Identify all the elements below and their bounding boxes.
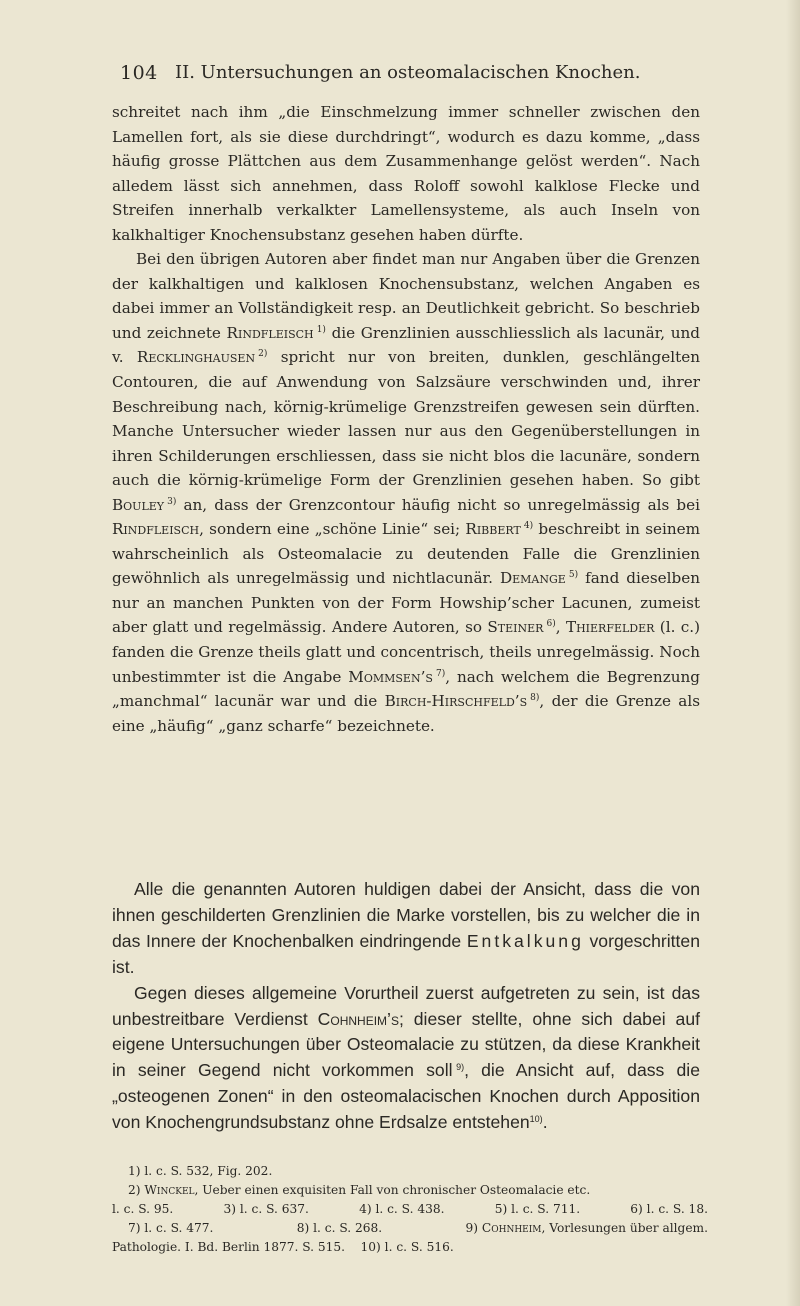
footnote-ref: 2) <box>258 349 268 360</box>
footnotes <box>112 1162 708 1257</box>
footnote-10: 10) l. c. S. 516. <box>360 1240 454 1255</box>
footnote-2-ref: l. c. S. 95. <box>112 1202 174 1217</box>
footnote-9: 9) Cohnheim, Vorlesungen über allgem. <box>465 1221 708 1236</box>
footnote-ref: 5) <box>568 570 579 581</box>
footnote-8: 8) l. c. S. 268. <box>296 1221 383 1236</box>
author-name: Steiner <box>487 618 544 637</box>
footnote-ref: 3) <box>167 496 177 507</box>
footnote-row <box>112 1219 708 1238</box>
author-name: Ribbert <box>465 520 521 539</box>
author-name: Birch-Hirschfeld’s <box>384 692 528 711</box>
footnote-ref: 10) <box>529 1114 543 1125</box>
author-name: Demange <box>499 569 566 588</box>
paragraph-1: schreitet nach ihm „die Einschmelzung immer schneller zwischen den Lamellen fort, als sie diese durchdringt“, wodurch es dazu komme, „dass häufig grosse Plättchen aus dem Zusammenhange gelöst werden“. Nach alledem lässt sich annehmen, dass Roloff sowohl kalklose Flecke und Streifen innerhalb verkalkter Lamellensysteme, als auch Inseln von kalkhaltiger Knochensubstanz gesehen haben dürfte. <box>112 103 700 244</box>
body-text <box>112 100 700 738</box>
footnote-6: 6) l. c. S. 18. <box>630 1202 708 1217</box>
footnote-ref: 1) <box>316 324 326 335</box>
footnote-ref: 7) <box>435 668 446 679</box>
footnote-row <box>112 1200 708 1219</box>
author-name: Cohnheim’s <box>317 1008 399 1029</box>
footnote-ref: 4) <box>523 521 534 532</box>
footnote-1: 1) l. c. S. 532, Fig. 202. <box>128 1164 273 1178</box>
footnote-ref: 6) <box>546 619 556 630</box>
footnote-9-cont: Pathologie. I. Bd. Berlin 1877. S. 515. <box>112 1240 346 1255</box>
paragraph-3: Alle die genannten Autoren huldigen dabei der Ansicht, dass die von ihnen geschilderten Grenzlinien die Marke vorstellen, bis zu welcher die in das Innere der Knochenbalken eindringende Entkalkung vorgeschritten ist. <box>112 879 701 977</box>
footnote-5: 5) l. c. S. 711. <box>494 1202 581 1217</box>
emphasized-word: Entkalkung <box>466 930 584 951</box>
author-name: Recklinghausen <box>136 348 256 367</box>
author-name: Rindfleisch <box>112 520 200 539</box>
footnote-2: 2) Winckel, Ueber einen exquisiten Fall von chronischer Osteomalacie etc. <box>128 1183 591 1198</box>
author-name: Bouley <box>112 495 165 514</box>
paragraph-4: Gegen dieses allgemeine Vorurtheil zuerst aufgetreten zu sein, ist das unbestreitbare Verdienst Cohnheim’s; dieser stellte, ohne sich dabei auf eigene Untersuchungen über Osteomalacie zu stützen, da diese Krankheit in seiner Gegend nicht vorkommen soll $^{9)}$, die Ansicht auf, dass die „osteogenen Zonen“ in den osteomalacischen Knochen durch Apposition von Knochengrundsubstanz ohne Erdsalze entstehen$^{10)}$. <box>112 982 701 1133</box>
running-title: II. Untersuchungen an osteomalacischen Knochen. <box>175 62 641 83</box>
footnote-ref: 8) <box>530 693 540 704</box>
paragraph-2: Bei den übrigen Autoren aber findet man nur Angaben über die Grenzen der kalkhaltigen und kalklosen Knochensubstanz, welchen Angaben es dabei immer an Vollständigkeit resp. an Deutlichkeit gebricht. So beschrieb und zeichnete Rindfleisch $^{1)}$ die Grenzlinien ausschliesslich als lacunär, und v. Recklinghausen $^{2)}$ spricht nur von breiten, dunklen, geschlängelten Contouren, die auf Anwendung von Salzsäure verschwinden und, ihrer Beschreibung nach, körnig-krümelige Grenzstreifen gewesen sein dürften. Manche Untersucher wieder lassen nur aus den Gegenüberstellungen in ihren Schilderungen erschliessen, dass sie nicht blos die lacunäre, sondern auch die körnig-krümelige Form der Grenzlinien gesehen haben. So gibt Bouley $^{3)}$ an, dass der Grenzcontour häufig nicht so unregelmässig als bei Rindfleisch, sondern eine „schöne Linie“ sei; Ribbert $^{4)}$ beschreibt in seinem wahrscheinlich als Osteomalacie zu deutenden Falle die Grenzlinien gewöhnlich als unregelmässig und nichtlacunär. Demange $^{5)}$ fand dieselben nur an manchen Punkten von der Form Howship’scher Lacunen, zumeist aber glatt und regelmässig. Andere Autoren, so Steiner $^{6)}$, Thierfelder (l. c.) fanden die Grenze theils glatt und concentrisch, theils unregelmässig. Noch unbestimmter ist die Angabe Mommsen’s $^{7)}$, nach welchem die Begrenzung „manchmal“ lacunär war und die Birch-Hirschfeld’s $^{8)}$, der die Grenze als eine „häufig“ „ganz scharfe“ bezeichnete. <box>112 250 701 735</box>
footnote-4: 4) l. c. S. 438. <box>359 1202 445 1217</box>
footnote-7: 7) l. c. S. 477. <box>128 1221 214 1236</box>
author-name: Rindfleisch <box>226 323 314 342</box>
footnote-3: 3) l. c. S. 637. <box>223 1202 309 1217</box>
footnote-row <box>112 1238 708 1257</box>
page-header <box>120 62 700 92</box>
author-name: Mommsen’s <box>348 667 433 686</box>
page-number: 104 <box>120 62 158 84</box>
page-edge-shadow <box>786 0 800 1306</box>
large-print-section <box>112 877 700 1136</box>
author-name: Thierfelder <box>565 618 655 637</box>
footnote-ref: 9) <box>456 1062 465 1073</box>
